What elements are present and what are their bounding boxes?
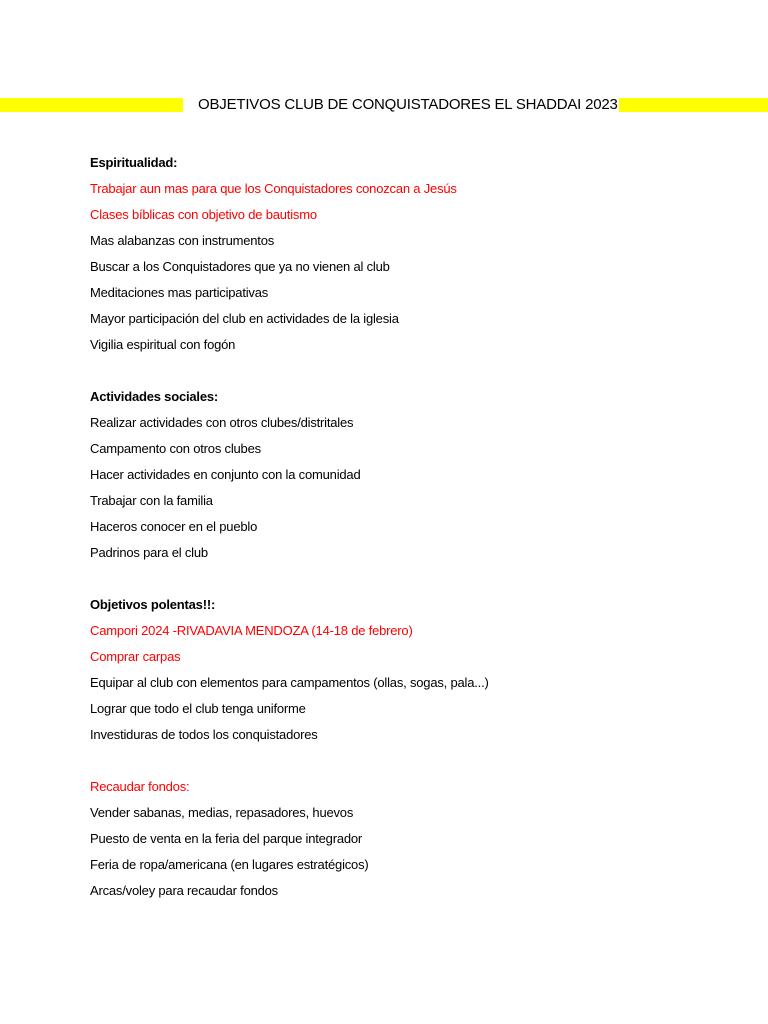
section-recaudar-fondos bbox=[90, 774, 730, 904]
list-item: Haceros conocer en el pueblo bbox=[90, 519, 258, 534]
list-item: Vigilia espiritual con fogón bbox=[90, 337, 236, 352]
title-bar bbox=[0, 94, 768, 116]
section-actividades-sociales bbox=[90, 384, 730, 566]
document-body bbox=[90, 150, 730, 930]
list-item: Trabajar con la familia bbox=[90, 493, 213, 508]
list-item: Meditaciones mas participativas bbox=[90, 285, 269, 300]
list-item: Hacer actividades en conjunto con la comunidad bbox=[90, 467, 361, 482]
list-item: Buscar a los Conquistadores que ya no vienen al club bbox=[90, 259, 390, 274]
list-item: Feria de ropa/americana (en lugares estratégicos) bbox=[90, 857, 369, 872]
list-item: Mas alabanzas con instrumentos bbox=[90, 233, 275, 248]
list-item: Trabajar aun mas para que los Conquistadores conozcan a Jesús bbox=[90, 181, 457, 196]
section-heading: Espiritualidad: bbox=[90, 155, 178, 170]
title-highlight-left bbox=[0, 98, 183, 112]
list-item: Campori 2024 -RIVADAVIA MENDOZA (14-18 de febrero) bbox=[90, 623, 413, 638]
section-espiritualidad bbox=[90, 150, 730, 358]
title-highlight-right bbox=[619, 98, 768, 112]
list-item: Realizar actividades con otros clubes/distritales bbox=[90, 415, 354, 430]
list-item: Mayor participación del club en actividades de la iglesia bbox=[90, 311, 399, 326]
section-objetivos-polentas bbox=[90, 592, 730, 748]
list-item: Campamento con otros clubes bbox=[90, 441, 261, 456]
list-item: Investiduras de todos los conquistadores bbox=[90, 727, 318, 742]
section-heading: Recaudar fondos: bbox=[90, 779, 190, 794]
section-heading: Objetivos polentas!!: bbox=[90, 597, 216, 612]
list-item: Equipar al club con elementos para campamentos (ollas, sogas, pala...) bbox=[90, 675, 489, 690]
list-item: Arcas/voley para recaudar fondos bbox=[90, 883, 278, 898]
list-item: Puesto de venta en la feria del parque integrador bbox=[90, 831, 363, 846]
list-item: Vender sabanas, medias, repasadores, huevos bbox=[90, 805, 354, 820]
list-item: Padrinos para el club bbox=[90, 545, 208, 560]
section-heading: Actividades sociales: bbox=[90, 389, 219, 404]
list-item: Comprar carpas bbox=[90, 649, 181, 664]
list-item: Lograr que todo el club tenga uniforme bbox=[90, 701, 306, 716]
document-title: OBJETIVOS CLUB DE CONQUISTADORES EL SHADDAI 2023 bbox=[198, 96, 618, 113]
list-item: Clases bíblicas con objetivo de bautismo bbox=[90, 207, 317, 222]
